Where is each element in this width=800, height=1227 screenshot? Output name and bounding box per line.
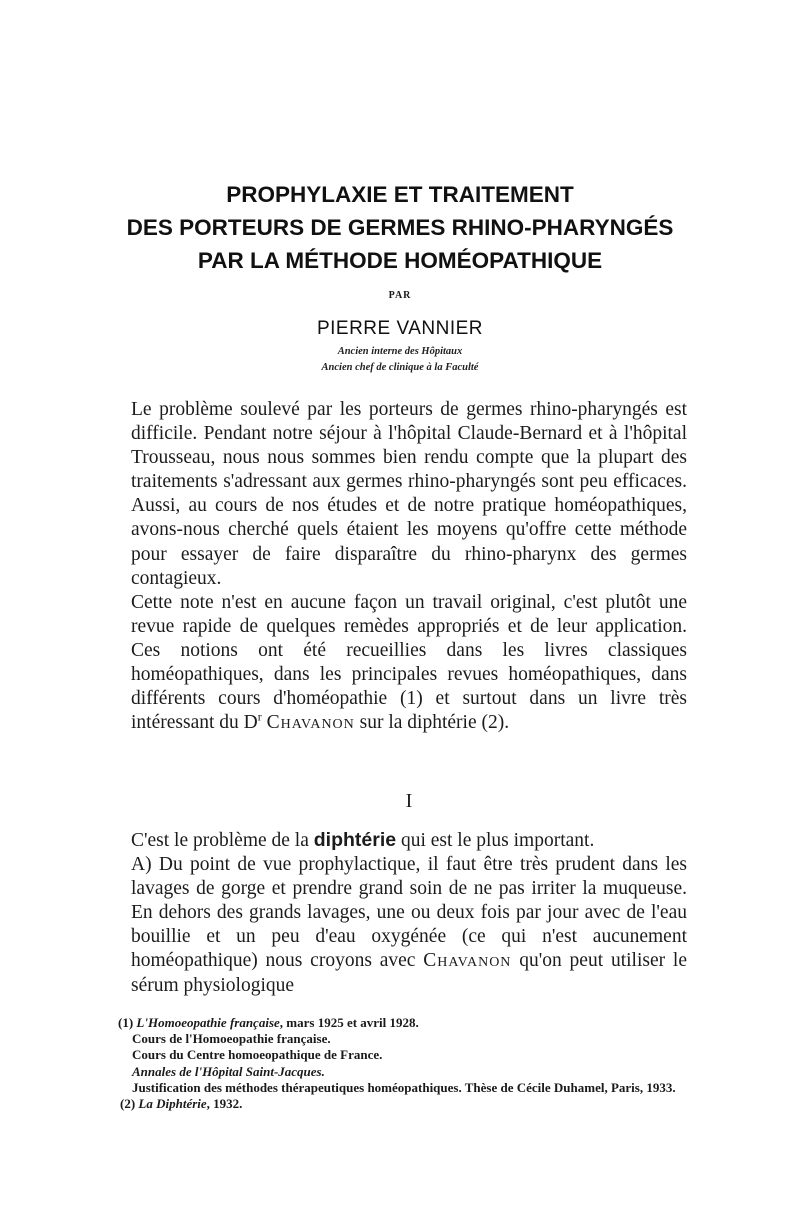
article-title xyxy=(80,178,720,277)
footnote-1-date: , mars 1925 et avril 1928. xyxy=(279,1015,419,1030)
paragraph-3-end: qui est le plus important. xyxy=(396,830,595,851)
author-name: PIERRE VANNIER xyxy=(316,318,484,339)
keyword-diphterie: diphtérie xyxy=(313,829,397,851)
byline: PAR xyxy=(388,290,412,301)
affiliation-line-2: Ancien chef de clinique à la Faculté xyxy=(321,362,479,373)
affiliation-line-1: Ancien interne des Hôpitaux xyxy=(337,346,463,357)
title-line-2: DES PORTEURS DE GERMES RHINO-PHARYNGÉS xyxy=(126,215,674,240)
footnote-1-line-3: Cours du Centre homoeopathique de France. xyxy=(132,1047,383,1063)
footnote-2 xyxy=(118,1096,688,1112)
footnote-1-number: (1) xyxy=(118,1015,137,1030)
author-reference-2: Chavanon xyxy=(423,950,512,972)
doctor-abbrev-sup: r xyxy=(257,709,262,724)
paragraph-4-end: qu'on peut utiliser le sérum physiologique xyxy=(131,950,687,996)
footnotes xyxy=(118,1015,688,1112)
paragraph-4-text: A) Du point de vue prophylactique, il faut être très prudent dans les lavages de gorge et prendre grand soin de ne pas irriter la muqueuse. En dehors des grands lavages, une ou deux fois par jour avec de l'eau bouillie et un peu d'eau oxygénée (ce qui n'est aucunement homéopathique) nous croyons avec xyxy=(131,854,687,972)
body-section-1 xyxy=(131,828,687,998)
paragraph-2-end: sur la diphtérie (2). xyxy=(354,712,510,734)
paragraph-2 xyxy=(131,591,687,736)
footnote-2-number: (2) xyxy=(120,1096,139,1112)
title-line-1: PROPHYLAXIE ET TRAITEMENT xyxy=(226,182,574,207)
footnote-1-line-2: Cours de l'Homoeopathie française. xyxy=(132,1031,331,1047)
footnote-2-title: La Diphtérie xyxy=(138,1096,207,1112)
footnote-1-line-4: Annales de l'Hôpital Saint-Jacques. xyxy=(132,1063,325,1079)
paragraph-1 xyxy=(131,398,687,591)
footnote-1 xyxy=(118,1015,688,1031)
footnote-1-line-5: Justification des méthodes thérapeutiques homéopathiques. Thèse de Cécile Duhamel, Paris, 1933. xyxy=(132,1079,676,1095)
paragraph-2-text: Cette note n'est en aucune façon un travail original, c'est plutôt une revue rapide de quelques remèdes appropriés et de leur application. Ces notions ont été recueillies dans les livres classiques homéopathiques, dans les principales revues homéopathiques, dans différents cours d'homéopathie (1) et surtout dans un livre très intéressant du D xyxy=(131,591,687,734)
paragraph-4 xyxy=(131,853,687,998)
body-intro xyxy=(131,398,687,735)
title-line-3: PAR LA MÉTHODE HOMÉOPATHIQUE xyxy=(197,248,603,273)
paragraph-3 xyxy=(131,828,687,853)
section-heading: I xyxy=(405,790,413,812)
footnote-2-date: , 1932. xyxy=(206,1096,243,1112)
footnote-1-title: L'Homoeopathie française xyxy=(136,1015,280,1030)
author-reference: Chavanon xyxy=(266,712,355,734)
paragraph-1-text: Le problème soulevé par les porteurs de germes rhino-pharyngés est difficile. Pendant notre séjour à l'hôpital Claude-Bernard et à l'hôpital Trousseau, nous nous sommes bien rendu compte que la plupart des traitements s'adressant aux germes rhino-pharyngés sont peu efficaces. Aussi, au cours de nos études et de notre pratique homéopathiques, avons-nous cherché quels étaient les moyens qu'offre cette méthode pour essayer de faire disparaître du rhino-pharynx des germes contagieux. xyxy=(131,399,687,589)
paragraph-3-text: C'est le problème de la xyxy=(131,830,314,851)
